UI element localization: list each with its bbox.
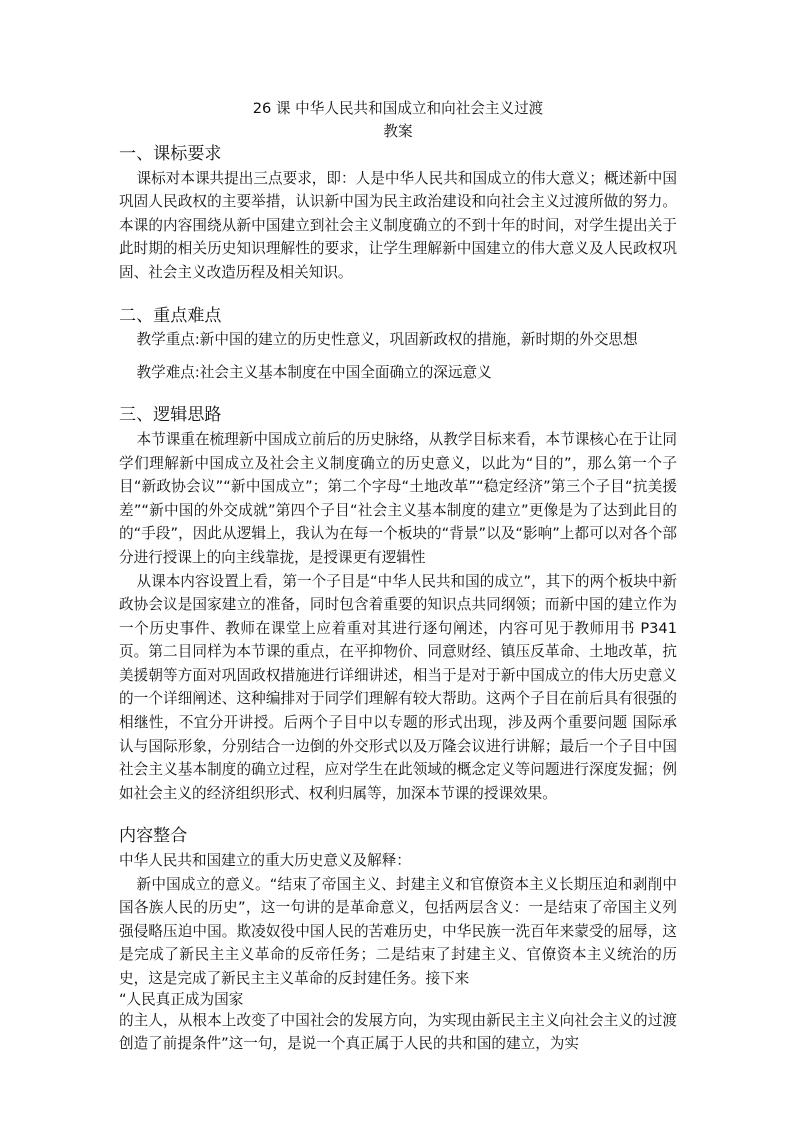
document-body — [119, 98, 677, 1056]
subheading: 中华人民共和国建立的重大历史意义及解释： — [119, 852, 411, 870]
paragraph: 教学难点:社会主义基本制度在中国全面确立的深远意义 — [136, 363, 492, 381]
section-curriculum-requirements — [119, 143, 677, 285]
paragraph: 课标对本课共提出三点要求，即：人是中华人民共和国成立的伟大意义；概述新中国巩固人民政权的主要举措，认识新中国为民主政治建设和向社会主义过渡所做的努力。本课的内容围绕从新中国建立到社会主义制度确立的不到十年的时间，对学生提出关于此时期的相关历史知识理解性的要求，让学生理解新中国建立的伟大意义及人民政权巩固、社会主义改造历程及相关知识。 — [119, 169, 677, 281]
section-key-points — [119, 305, 677, 385]
section-heading: 三、逻辑思路 — [119, 405, 222, 426]
document-title: 26 课 中华人民共和国成立和向社会主义过渡 — [252, 100, 544, 117]
section-heading: 一、课标要求 — [119, 144, 222, 164]
spacer — [119, 805, 677, 825]
document-subtitle: 教案 — [383, 123, 413, 140]
spacer — [119, 384, 677, 404]
section-heading: 内容整合 — [119, 826, 188, 847]
section-logic — [119, 404, 677, 805]
spacer — [119, 285, 677, 305]
paragraph: 新中国成立的意义。“结束了帝国主义、封建主义和官僚资本主义长期压迫和剥削中国各族人民的历史”，这一句讲的是革命意义，包括两层含义：一是结束了帝国主义列强侵略压迫中国。欺凌奴役中国人民的苦难历史，中华民族一洗百年来蒙受的屈辱，这是完成了新民主主义革命的反帝任务；二是结束了封建主义、官僚资本主义统治的历史，这是完成了新民主主义革命的反封建任务。接下来 — [119, 875, 677, 987]
paragraph: 从课本内容设置上看，第一个子目是“中华人民共和国的成立”，其下的两个板块中新政协会议是国家建立的准备，同时包含着重要的知识点共同纲领；而新中国的建立作为一个历史事件、教师在课堂上应着重对其进行逐句阐述，内容可见于教师用书 P341 页。第二目同样为本节课的重点，在平抑物价、同意财经、镇压反革命、土地改革，抗美援朝等方面对巩固政权措施进行详细讲述，相当于是对于新中国成立的伟大历史意义的一个详细阐述、这种编排对于同学们理解有较大帮助。这两个子目在前后具有很强的相继性，不宜分开讲授。后两个子目中以专题的形式出现，涉及两个重要问题 国际承认与国际形象，分别结合一边倒的外交形式以及万隆会议进行讲解；最后一个子目中国社会主义基本制度的确立过程，应对学生在此领域的概念定义等问题进行深度发掘；例如社会主义的经济组织形式、权利归属等，加深本节课的授课效果。 — [119, 572, 678, 802]
section-heading: 二、重点难点 — [119, 305, 222, 326]
paragraph: 的主人，从根本上改变了中国社会的发展方向，为实现由新民主主义向社会主义的过渡创造了前提条件”这一句，是说一个真正属于人民的共和国的建立，为实 — [119, 1011, 677, 1053]
paragraph: 教学重点:新中国的建立的历史性意义，巩固新政权的措施，新时期的外交思想 — [136, 331, 638, 349]
paragraph: 本节课重在梳理新中国成立前后的历史脉络，从教学目标来看，本节课核心在于让同学们理解新中国成立及社会主义制度确立的历史意义，以此为“目的”，那么第一个子目“新政协会议”“新中国成立”；第二个字母“土地改革”“稳定经济”第三个子目“抗美援差”“新中国的外交成就”第四个子目“社会主义基本制度的建立”更像是为了达到此目的的“手段”，因此从逻辑上，我认为在每一个板块的“背景”以及“影响”上都可以对各个部分进行授课上的向主线靠拢，是授课更有逻辑性 — [119, 430, 677, 566]
paragraph-fragment: “人民真正成为国家 — [119, 990, 244, 1008]
section-content-integration — [119, 825, 677, 1055]
